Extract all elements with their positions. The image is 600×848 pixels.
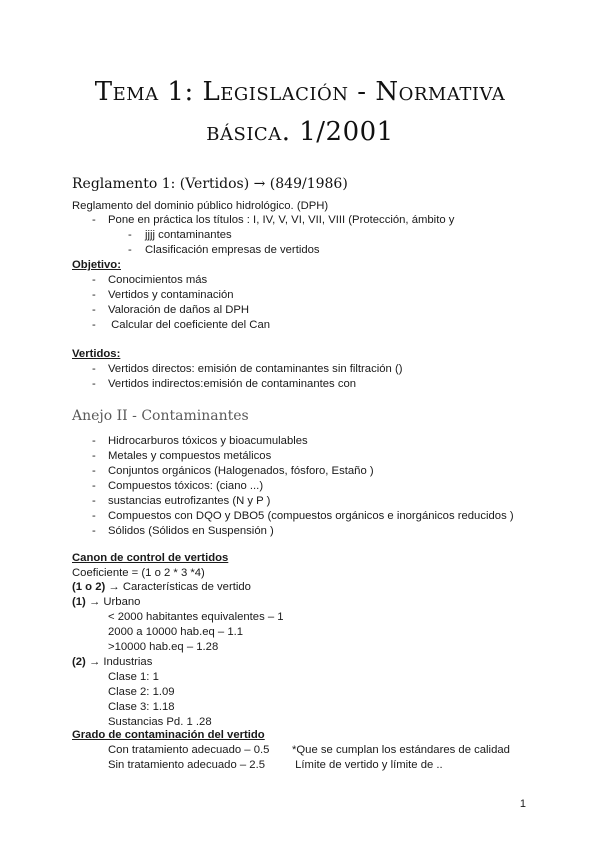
section-heading-reglamento: Reglamento 1: (Vertidos) → (849/1986) [72,176,348,192]
list-item: Metales y compuestos metálicos [108,450,272,462]
grado-item: Sin tratamiento adecuado – 2.5 [108,759,266,771]
objetivo-label: Objetivo: [72,259,121,271]
sub-list-item: Clasificación empresas de vertidos [145,244,320,256]
industria-item: Clase 1: 1 [108,671,159,683]
page-title [40,72,560,152]
title-line-1: Tema 1: Legislación - Normativa [94,77,506,107]
list-item: Compuestos con DQO y DBO5 (compuestos orgánicos e inorgánicos reducidos ) [108,510,514,522]
list-item: Hidrocarburos tóxicos y bioacumulables [108,435,308,447]
urbano-text: → Urbano [85,596,141,608]
grado-note: Límite de vertido y límite de .. [292,759,443,771]
industria-item: Clase 2: 1.09 [108,686,175,698]
bullet-dash: - [92,363,96,375]
bullet-dash: - [92,465,96,477]
canon-heading: Canon de control de vertidos [72,552,229,564]
label-2: (2) [72,656,86,668]
bullet-dash: - [92,214,96,226]
page-number: 1 [519,798,526,810]
bullet-dash: - [92,480,96,492]
section-heading-anejo: Anejo II - Contaminantes [72,408,249,424]
urbano-item: < 2000 habitantes equivalentes – 1 [108,611,284,623]
label-1: (1) [72,596,86,608]
bullet-dash: - [92,274,96,286]
bullet-dash: - [92,525,96,537]
bullet-dash: - [92,289,96,301]
label-1-o-2: (1 o 2) [72,581,106,593]
list-item: Vertidos indirectos:emisión de contaminantes con [108,378,357,390]
industria-item: Clase 3: 1.18 [108,701,175,713]
bullet-dash: - [92,510,96,522]
urbano-item: 2000 a 10000 hab.eq – 1.1 [108,626,244,638]
bullet-dash: - [92,319,96,331]
grado-heading: Grado de contaminación del vertido [72,729,265,741]
coeficiente-line: Coeficiente = (1 o 2 * 3 *4) [72,567,205,579]
industrias-text: → Industrias [85,656,153,668]
bullet-dash: - [92,435,96,447]
intro-text: Reglamento del dominio público hidrológico. (DPH) [72,200,329,212]
grado-item: Con tratamiento adecuado – 0.5 [108,744,270,756]
title-line-2: básica. 1/2001 [206,117,394,147]
list-item: Calcular del coeficiente del Can [108,319,271,331]
caracteristicas-text: → Características de vertido [105,581,251,593]
list-item: Valoración de daños al DPH [108,304,250,316]
list-item: Sólidos (Sólidos en Suspensión ) [108,525,274,537]
list-item: sustancias eutrofizantes (N y P ) [108,495,271,507]
bullet-dash: - [128,229,132,241]
bullet-dash: - [128,244,132,256]
bullet-dash: - [92,378,96,390]
urbano-line [72,595,140,610]
sub-list-item: jjjj contaminantes [145,229,232,241]
bullet-dash: - [92,495,96,507]
list-item: Pone en práctica los títulos : I, IV, V, VI, VII, VIII (Protección, ámbito y [108,214,455,226]
bullet-dash: - [92,450,96,462]
urbano-item: >10000 hab.eq – 1.28 [108,641,219,653]
list-item: Compuestos tóxicos: (ciano ...) [108,480,264,492]
list-item: Vertidos y contaminación [108,289,234,301]
vertidos-label: Vertidos: [72,348,121,360]
grado-note: *Que se cumplan los estándares de calidad [292,744,510,756]
list-item: Vertidos directos: emisión de contaminantes sin filtración () [108,363,403,375]
bullet-dash: - [92,304,96,316]
caracteristicas-line [72,580,251,595]
list-item: Conocimientos más [108,274,208,286]
industrias-line [72,655,152,670]
industria-item: Sustancias Pd. 1 .28 [108,716,212,728]
list-item: Conjuntos orgánicos (Halogenados, fósforo, Estaño ) [108,465,374,477]
